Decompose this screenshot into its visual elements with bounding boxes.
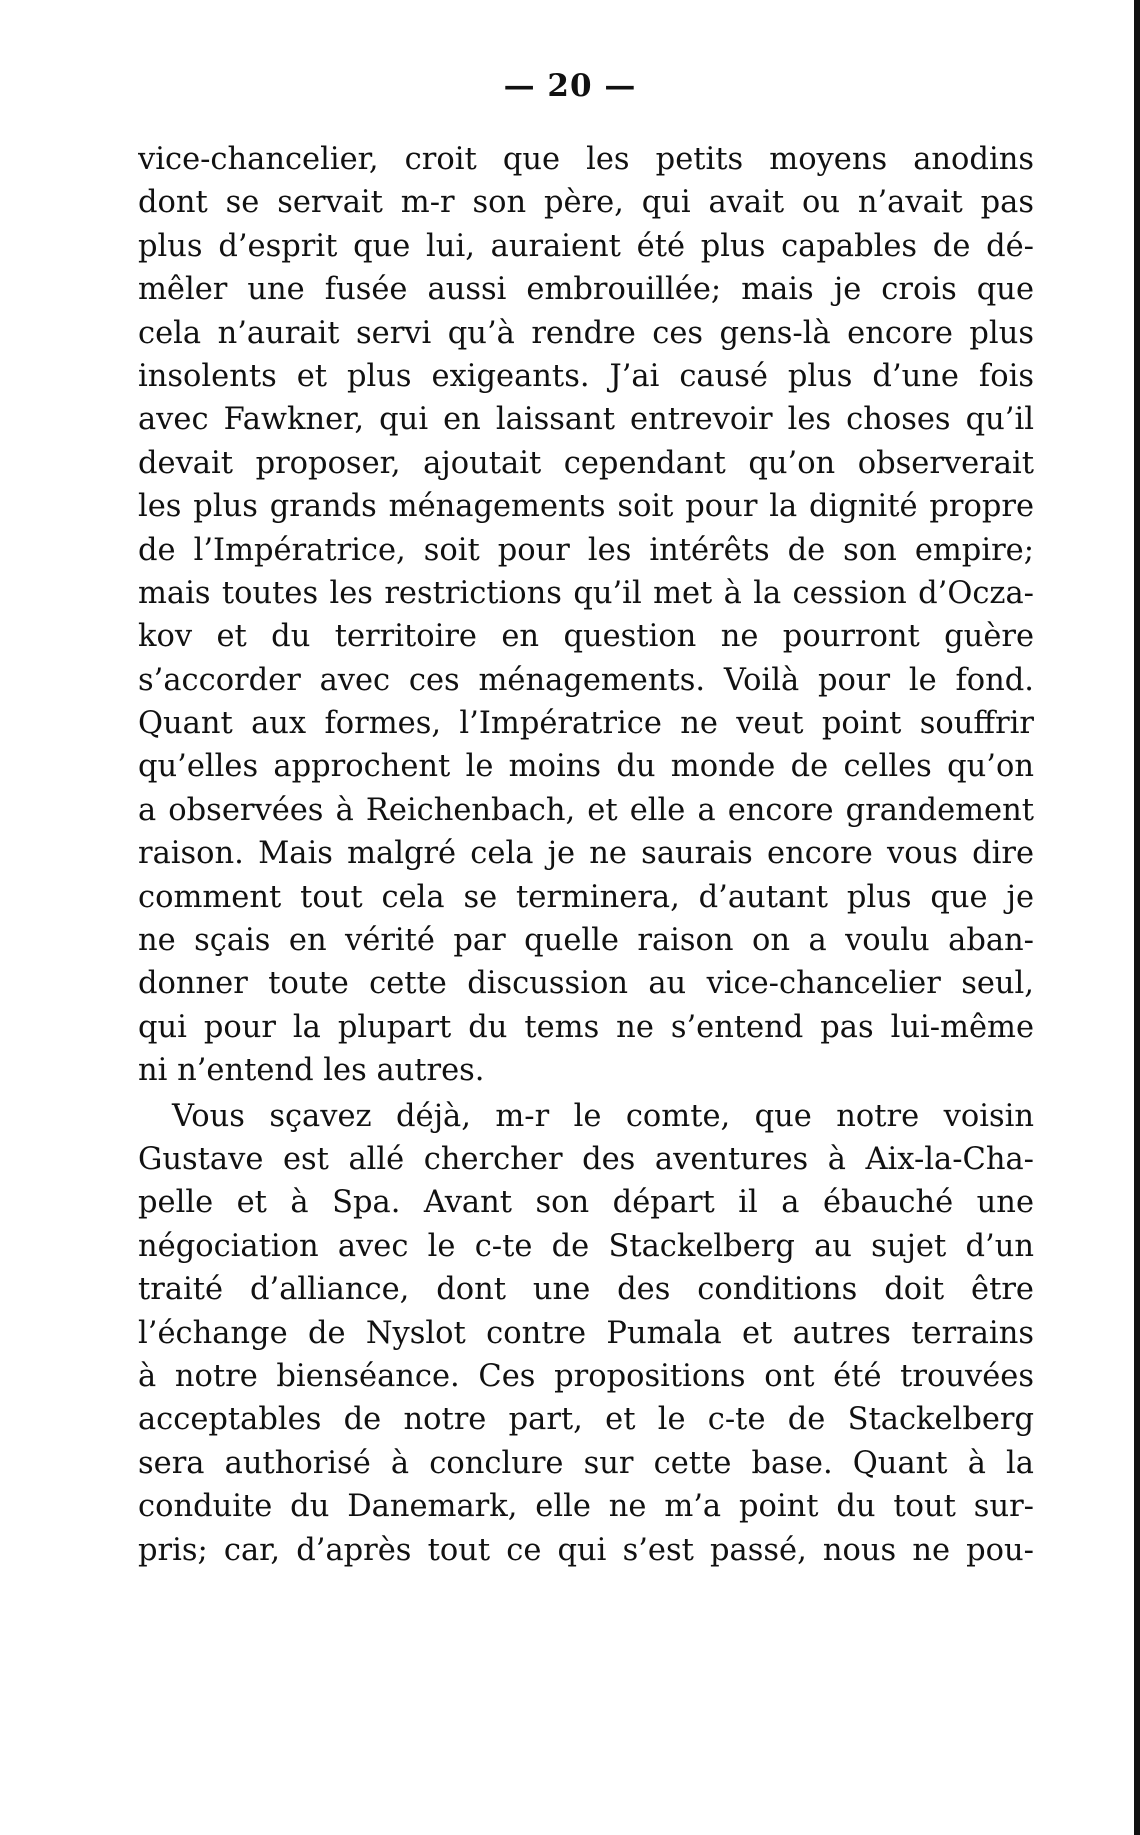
text-line: qu’elles approchent le moins du monde de celles qu’on [138,749,1034,785]
text-line: comment tout cela se terminera, d’autant plus que je [138,879,1034,915]
text-line: Vous sçavez déjà, m-r le comte, que notre voisin [172,1098,1034,1134]
paragraph [138,1095,1034,1572]
text-line: avec Fawkner, qui en laissant entrevoir les choses qu’il [138,402,1034,438]
page-number: — 20 — [503,68,637,104]
text-line: kov et du territoire en question ne pourront guère [138,619,1034,655]
text-line: sera authorisé à conclure sur cette base. Quant à la [138,1445,1034,1481]
text-line: traité d’alliance, dont une des conditions doit être [138,1272,1034,1308]
text-line: a observées à Reichenbach, et elle a encore grandement [138,792,1034,828]
text-line: insolents et plus exigeants. J’ai causé plus d’une fois [138,358,1034,394]
text-line: s’accorder avec ces ménagements. Voilà pour le fond. [138,662,1034,698]
text-line: cela n’aurait servi qu’à rendre ces gens-là encore plus [138,315,1034,351]
text-line: donner toute cette discussion au vice-chancelier seul, [138,966,1034,1002]
text-line: Quant aux formes, l’Impératrice ne veut point souffrir [138,706,1034,742]
text-line: acceptables de notre part, et le c-te de Stackelberg [138,1402,1034,1438]
paragraph [138,138,1034,1093]
text-line: pelle et à Spa. Avant son départ il a ébauché une [138,1185,1034,1221]
text-line: les plus grands ménagements soit pour la dignité propre [138,489,1034,525]
page-edge [1134,0,1140,1835]
text-line: Gustave est allé chercher des aventures à Aix-la-Cha- [138,1141,1034,1177]
text-line: conduite du Danemark, elle ne m’a point du tout sur- [138,1489,1034,1525]
text-line: de l’Impératrice, soit pour les intérêts de son empire; [138,532,1034,568]
text-line: vice-chancelier, croit que les petits moyens anodins [138,142,1034,177]
text-line: devait proposer, ajoutait cependant qu’on observerait [138,445,1034,481]
text-line: l’échange de Nyslot contre Pumala et autres terrains [138,1315,1034,1351]
text-line: mais toutes les restrictions qu’il met à la cession d’Ocza- [138,575,1034,611]
text-line: ne sçais en vérité par quelle raison on a voulu aban- [138,923,1034,959]
text-line: négociation avec le c-te de Stackelberg au sujet d’un [138,1228,1034,1264]
text-line: dont se servait m-r son père, qui avait ou n’avait pas [138,185,1034,221]
text-line: qui pour la plupart du tems ne s’entend pas lui-même [138,1009,1034,1045]
text-line: à notre bienséance. Ces propositions ont été trouvées [138,1358,1034,1394]
text-line: ni n’entend les autres. [138,1053,485,1089]
text-line: pris; car, d’après tout ce qui s’est passé, nous ne pou- [138,1532,1034,1568]
text-line: mêler une fusée aussi embrouillée; mais je crois que [138,272,1034,308]
text-line: raison. Mais malgré cela je ne saurais encore vous dire [138,836,1034,872]
text-line: plus d’esprit que lui, auraient été plus capables de dé- [138,228,1034,264]
body-text [138,138,1034,1572]
